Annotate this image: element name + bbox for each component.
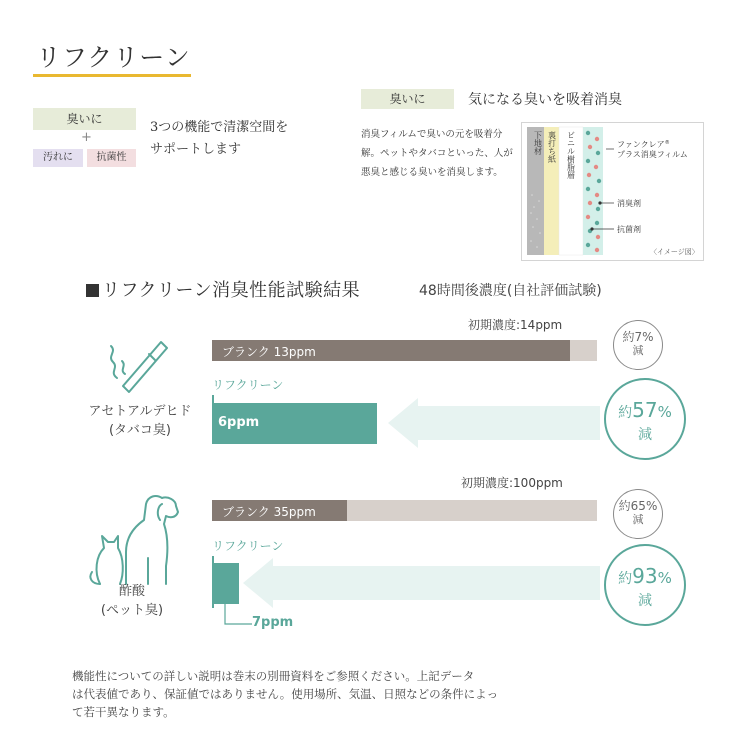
title-underline <box>33 74 191 77</box>
results-title <box>86 276 360 302</box>
page-title: リフクリーン <box>36 43 191 72</box>
film-label-line2: プラス消臭フィルム <box>617 150 688 159</box>
product-value: 7ppm <box>252 615 294 630</box>
reduction-arrow <box>243 558 600 608</box>
blank-bar-label: ブランク 35ppm <box>222 505 316 519</box>
vinyl-layer-label: ビニル樹脂層 <box>566 131 576 179</box>
product-reduction-suffix: 減 <box>638 593 652 609</box>
antibacterial-tag: 抗菌性 <box>87 149 136 167</box>
product-reduction-prefix: 約 <box>618 571 633 587</box>
cigarette-icon <box>105 340 171 400</box>
blank-reduction-prefix: 約 <box>622 330 635 344</box>
blank-bar-label: ブランク 13ppm <box>222 345 316 359</box>
film-layer-diagram <box>521 122 704 261</box>
pet-icon <box>86 492 186 591</box>
odor-tag: 臭いに <box>33 108 136 130</box>
square-bullet-icon <box>86 284 99 297</box>
category-acetic-acid <box>72 582 192 620</box>
product-bar <box>212 563 239 604</box>
product-reduction-unit: % <box>657 569 672 587</box>
film-label-line1 <box>617 139 670 149</box>
blank-reduction-suffix: 減 <box>632 344 644 357</box>
odor-section-heading: 気になる臭いを吸着消臭 <box>468 92 622 108</box>
blank-reduction-value: 7 <box>634 330 643 344</box>
tagline-line1: 3つの機能で清潔空間を <box>150 120 289 135</box>
product-reduction-unit: % <box>657 403 672 421</box>
footer-note <box>72 667 592 721</box>
footer-line3: て若干異なります。 <box>72 705 175 719</box>
results-title-text: リフクリーン消臭性能試験結果 <box>102 280 361 301</box>
blank-reduction-unit: % <box>645 499 658 513</box>
footer-line2: は代表値であり、保証値ではありません。使用場所、気温、日照などの条件によっ <box>72 687 499 701</box>
category-acetaldehyde-note: (タバコ臭) <box>108 423 171 438</box>
dirt-tag: 汚れに <box>33 149 83 167</box>
results-subtitle: 48時間後濃度(自社評価試験) <box>419 283 602 299</box>
category-acetic-acid-note: (ペット臭) <box>100 603 164 618</box>
deodorizing-film-layer <box>583 127 603 255</box>
odor-section-tag: 臭いに <box>361 89 454 109</box>
film-label-name: ファンクレア <box>617 140 665 149</box>
odor-section-description: 消臭フィルムで臭いの元を吸着分解。ペットやタバコといった、人が悪臭と感じる臭いを消臭します。 <box>361 129 513 178</box>
product-reduction-value: 57 <box>632 398 658 422</box>
product-label: リフクリーン <box>212 378 284 392</box>
blank-reduction-prefix: 約 <box>618 499 631 513</box>
blank-reduction-unit: % <box>642 330 654 344</box>
product-reduction-value: 93 <box>632 564 658 588</box>
plus-sign: + <box>81 130 92 145</box>
antibac-label: 抗菌剤 <box>617 225 641 234</box>
film-registered-mark: ® <box>664 140 670 146</box>
product-reduction-suffix: 減 <box>638 427 652 443</box>
backing-layer-label: 裏打ち紙 <box>547 131 557 163</box>
base-layer-label: 下地材 <box>533 131 543 155</box>
tagline-line2: サポートします <box>150 142 242 157</box>
reduction-arrow <box>388 398 600 448</box>
image-note: 〈イメージ図〉 <box>650 248 699 256</box>
blank-reduction-badge <box>613 320 663 370</box>
product-value: 6ppm <box>218 415 260 430</box>
product-reduction-badge <box>604 544 686 626</box>
blank-reduction-suffix: 減 <box>632 513 644 526</box>
footer-line1: 機能性についての詳しい説明は巻末の別冊資料をご参照ください。上記データ <box>72 669 475 683</box>
initial-concentration-label: 初期濃度:14ppm <box>468 318 563 332</box>
deodorant-label: 消臭剤 <box>617 199 641 208</box>
product-reduction-prefix: 約 <box>618 405 633 421</box>
product-label: リフクリーン <box>212 539 284 553</box>
film-layer-illustration <box>522 123 703 260</box>
category-acetaldehyde-name: アセトアルデヒド <box>88 404 192 419</box>
initial-concentration-label: 初期濃度:100ppm <box>461 476 563 490</box>
blank-reduction-badge <box>613 489 663 539</box>
product-reduction-badge <box>604 378 686 460</box>
category-acetaldehyde <box>80 402 200 440</box>
blank-reduction-value: 65 <box>630 499 646 513</box>
category-acetic-acid-name: 酢酸 <box>118 584 145 599</box>
tagline <box>150 117 288 161</box>
